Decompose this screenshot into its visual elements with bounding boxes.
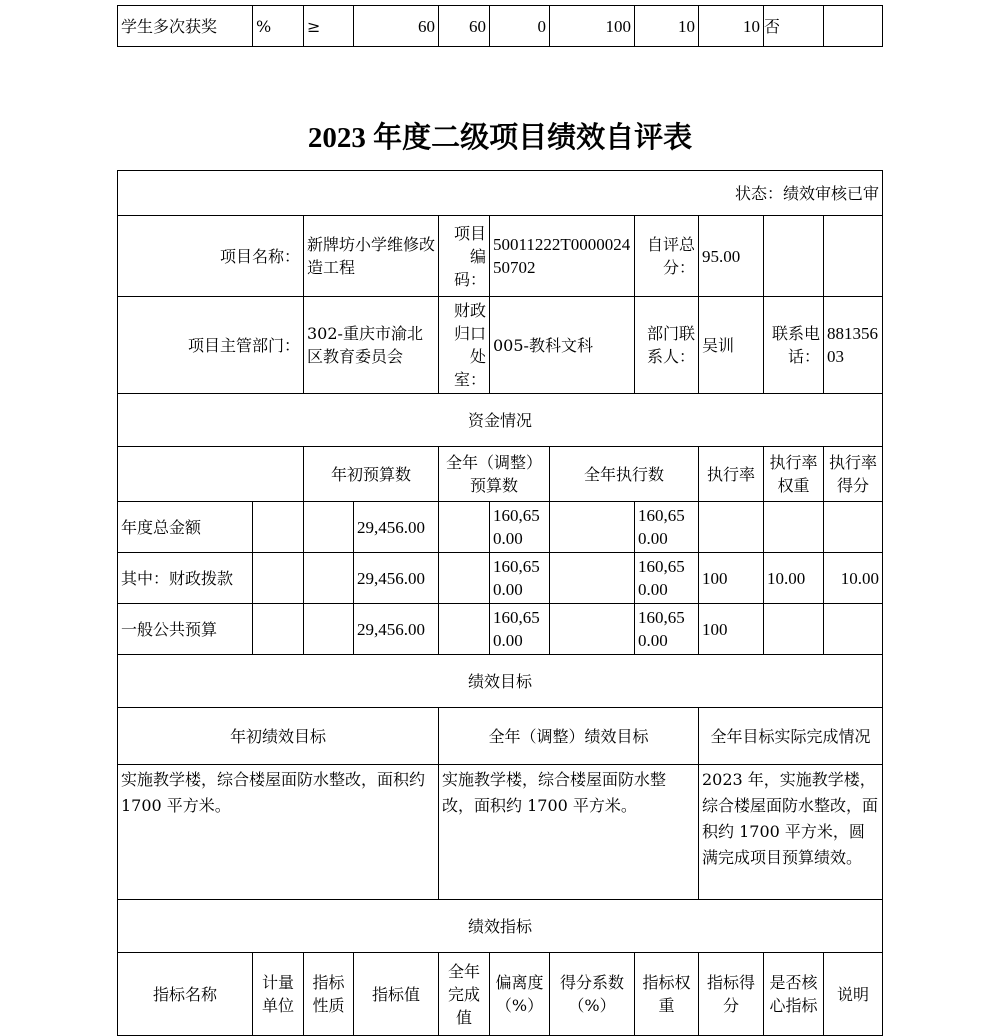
- fund-weight-value: 10.00: [764, 553, 824, 604]
- self-score-label: 自评总分：: [635, 216, 699, 297]
- table-row: [118, 553, 883, 604]
- goals-header-row: [118, 708, 883, 765]
- indicator-score-header: 指标得分: [699, 953, 764, 1036]
- empty-cell: [304, 553, 354, 604]
- project-name-label: 项目名称：: [118, 216, 304, 297]
- project-code-label: 项目编码：: [439, 216, 490, 297]
- contact-value: 吴训: [699, 297, 764, 394]
- table-row: [118, 604, 883, 655]
- status-row: [118, 171, 883, 216]
- goals-section-title: 绩效目标: [118, 655, 883, 708]
- adjusted-budget-header: 全年（调整）预算数: [439, 447, 550, 502]
- fund-rate-value: [699, 502, 764, 553]
- empty-cell: [253, 502, 304, 553]
- indicator-note-cell: [824, 6, 883, 47]
- finance-office-label: 财政归口处室：: [439, 297, 490, 394]
- indicators-section-title: 绩效指标: [118, 900, 883, 953]
- empty-cell: [550, 502, 635, 553]
- fund-executed-value: 160,650.00: [635, 553, 699, 604]
- empty-cell: [764, 216, 824, 297]
- fund-weight-value: [764, 502, 824, 553]
- table-row: [118, 502, 883, 553]
- fund-rate-value: 100: [699, 604, 764, 655]
- fund-adjusted-value: 160,650.00: [490, 604, 550, 655]
- fund-weight-value: [764, 604, 824, 655]
- empty-cell: [304, 502, 354, 553]
- self-score-value: 95.00: [699, 216, 764, 297]
- empty-cell: [439, 604, 490, 655]
- exec-rate-header: 执行率: [699, 447, 764, 502]
- indicator-actual-cell: 60: [439, 6, 490, 47]
- table-row: [118, 6, 883, 47]
- initial-goal-header: 年初绩效目标: [118, 708, 439, 765]
- indicator-name-header: 指标名称: [118, 953, 253, 1036]
- indicator-name-cell: 学生多次获奖: [118, 6, 253, 47]
- exec-rate-weight-header: 执行率权重: [764, 447, 824, 502]
- indicator-weight-cell: 10: [635, 6, 699, 47]
- indicator-nature-header: 指标性质: [304, 953, 354, 1036]
- fund-rate-value: 100: [699, 553, 764, 604]
- initial-goal-text: 实施教学楼，综合楼屋面防水整改，面积约 1700 平方米。: [118, 765, 439, 900]
- fund-executed-value: 160,650.00: [635, 502, 699, 553]
- fund-score-value: 10.00: [824, 553, 883, 604]
- fund-score-value: [824, 502, 883, 553]
- funds-section-row: [118, 394, 883, 447]
- indicator-nature-cell: ≥: [304, 6, 354, 47]
- project-row: [118, 216, 883, 297]
- fund-initial-value: 29,456.00: [354, 502, 439, 553]
- exec-rate-score-header: 执行率得分: [824, 447, 883, 502]
- empty-cell: [253, 604, 304, 655]
- phone-label: 联系电话：: [764, 297, 824, 394]
- indicator-weight-header: 指标权重: [635, 953, 699, 1036]
- phone-value: 88135603: [824, 297, 883, 394]
- goals-content-row: [118, 765, 883, 900]
- finance-office-value: 005-教科文科: [490, 297, 635, 394]
- empty-cell: [439, 553, 490, 604]
- indicator-deviation-header: 偏离度（%）: [490, 953, 550, 1036]
- fund-adjusted-value: 160,650.00: [490, 502, 550, 553]
- adjusted-goal-header: 全年（调整）绩效目标: [439, 708, 699, 765]
- indicator-deviation-cell: 0: [490, 6, 550, 47]
- executed-header: 全年执行数: [550, 447, 699, 502]
- empty-cell: [253, 553, 304, 604]
- indicator-unit-cell: %: [253, 6, 304, 47]
- empty-cell: [304, 604, 354, 655]
- funds-section-title: 资金情况: [118, 394, 883, 447]
- funds-header-row: [118, 447, 883, 502]
- empty-cell: [550, 553, 635, 604]
- empty-cell: [824, 216, 883, 297]
- fund-row-label: 其中：财政拨款: [118, 553, 253, 604]
- indicators-section-row: [118, 900, 883, 953]
- fund-initial-value: 29,456.00: [354, 604, 439, 655]
- indicator-core-cell: 否: [764, 6, 824, 47]
- indicator-unit-header: 计量单位: [253, 953, 304, 1036]
- empty-cell: [439, 502, 490, 553]
- previous-indicator-table: [117, 5, 883, 47]
- actual-goal-text: 2023 年，实施教学楼，综合楼屋面防水整改，面积约 1700 平方米，圆满完成项目预算绩效。: [699, 765, 883, 900]
- fund-row-label: 一般公共预算: [118, 604, 253, 655]
- fund-initial-value: 29,456.00: [354, 553, 439, 604]
- fund-row-label: 年度总金额: [118, 502, 253, 553]
- department-value: 302-重庆市渝北区教育委员会: [304, 297, 439, 394]
- indicator-done-header: 全年完成值: [439, 953, 490, 1036]
- indicator-score-cell: 10: [699, 6, 764, 47]
- project-name-value: 新牌坊小学维修改造工程: [304, 216, 439, 297]
- indicator-coef-cell: 100: [550, 6, 635, 47]
- department-label: 项目主管部门：: [118, 297, 304, 394]
- goals-section-row: [118, 655, 883, 708]
- indicator-target-cell: 60: [354, 6, 439, 47]
- empty-cell: [550, 604, 635, 655]
- page-title: 2023 年度二级项目绩效自评表: [307, 122, 693, 154]
- contact-label: 部门联系人：: [635, 297, 699, 394]
- initial-budget-header: 年初预算数: [304, 447, 439, 502]
- project-code-value: 50011222T000002450702: [490, 216, 635, 297]
- self-evaluation-table: [117, 170, 883, 1036]
- department-row: [118, 297, 883, 394]
- actual-goal-header: 全年目标实际完成情况: [699, 708, 883, 765]
- indicator-note-header: 说明: [824, 953, 883, 1036]
- adjusted-goal-text: 实施教学楼，综合楼屋面防水整改，面积约 1700 平方米。: [439, 765, 699, 900]
- fund-executed-value: 160,650.00: [635, 604, 699, 655]
- indicator-coef-header: 得分系数（%）: [550, 953, 635, 1036]
- empty-cell: [118, 447, 304, 502]
- indicators-header-row: [118, 953, 883, 1036]
- fund-adjusted-value: 160,650.00: [490, 553, 550, 604]
- indicator-core-header: 是否核心指标: [764, 953, 824, 1036]
- indicator-value-header: 指标值: [354, 953, 439, 1036]
- fund-score-value: [824, 604, 883, 655]
- status-text: 状态：绩效审核已审: [118, 171, 883, 216]
